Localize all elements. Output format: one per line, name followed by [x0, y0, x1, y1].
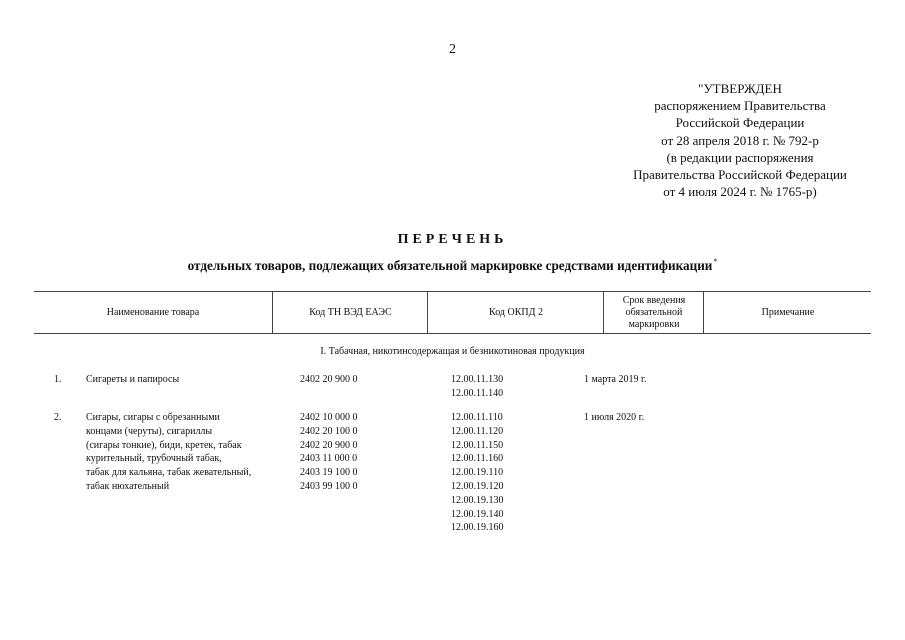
okpd-codes: [451, 411, 504, 535]
okpd-code: 12.00.11.140: [451, 387, 504, 399]
footnote-marker: *: [713, 257, 718, 266]
okpd-code: 12.00.11.110: [451, 412, 503, 423]
approval-line: распоряжением Правительства: [654, 98, 826, 114]
tn-ved-code: 2402 20 100 0: [300, 425, 358, 437]
product-name-line: табак для кальяна, табак жевательный,: [86, 467, 252, 479]
header-okpd-label: Код ОКПД 2: [489, 306, 543, 318]
product-name-line: (сигары тонкие), биди, кретек, табак: [86, 439, 242, 451]
okpd-code: 12.00.19.160: [451, 522, 504, 534]
marking-date: 1 марта 2019 г.: [584, 374, 647, 385]
header-okpd-code: [427, 292, 604, 333]
okpd-code: 12.00.11.150: [451, 439, 504, 451]
product-name-line: Сигареты и папиросы: [86, 374, 180, 385]
approval-line: от 4 июля 2024 г. № 1765-р): [663, 184, 817, 200]
header-note-label: Примечание: [761, 306, 815, 318]
okpd-code: 12.00.19.130: [451, 494, 504, 506]
marking-date: 1 июля 2020 г.: [584, 412, 645, 423]
table-header: [34, 291, 871, 334]
tn-ved-code: 2402 20 900 0: [300, 439, 358, 451]
okpd-code: 12.00.19.140: [451, 508, 504, 520]
approval-line: "УТВЕРЖДЕН: [698, 81, 782, 96]
okpd-code: 12.00.19.110: [451, 467, 504, 479]
row-number: 2.: [54, 412, 62, 423]
product-name-line: концами (черуты), сигариллы: [86, 425, 213, 437]
document-title: ПЕРЕЧЕНЬ: [397, 232, 508, 247]
tn-ved-code: 2403 99 100 0: [300, 480, 358, 492]
approval-stamp: [600, 80, 880, 200]
tn-ved-codes: [300, 411, 358, 494]
okpd-code: 12.00.19.120: [451, 480, 504, 492]
header-tn-ved-code: [272, 292, 428, 333]
subtitle-text: отдельных товаров, подлежащих обязательной маркировке средствами идентификации: [187, 258, 713, 273]
product-name: [86, 373, 286, 387]
approval-line: Правительства Российской Федерации: [633, 167, 847, 183]
tn-ved-code: 2403 11 000 0: [300, 453, 358, 465]
okpd-code: 12.00.11.160: [451, 453, 504, 465]
tn-ved-codes: [300, 373, 358, 387]
okpd-code: 12.00.11.130: [451, 374, 504, 385]
tn-ved-code: 2403 19 100 0: [300, 467, 358, 479]
product-name-line: Сигары, сигары с обрезанными: [86, 412, 220, 423]
tn-ved-code: 2402 20 900 0: [300, 374, 358, 385]
okpd-codes: [451, 373, 503, 401]
tn-ved-code: 2402 10 000 0: [300, 412, 358, 423]
header-tn-ved-label: Код ТН ВЭД ЕАЭС: [309, 306, 392, 318]
header-product-name-label: Наименование товара: [106, 306, 200, 318]
document-subtitle: [0, 257, 905, 274]
approval-line: от 28 апреля 2018 г. № 792-р: [661, 132, 819, 148]
section-heading: I. Табачная, никотинсодержащая и безникотиновая продукция: [320, 346, 585, 357]
product-name-line: табак нюхательный: [86, 480, 170, 492]
product-name: [86, 411, 286, 494]
product-name-line: курительный, трубочный табак,: [86, 453, 222, 465]
approval-line: Российской Федерации: [675, 115, 805, 131]
header-product-name: [34, 292, 272, 333]
header-marking-date: [603, 292, 704, 333]
approval-line: (в редакции распоряжения: [666, 149, 814, 165]
header-marking-date-label: Срок введения обязательной маркировки: [622, 294, 686, 330]
page-number: 2: [449, 42, 456, 57]
header-note: [703, 292, 872, 333]
okpd-code: 12.00.11.120: [451, 425, 504, 437]
row-number: 1.: [54, 374, 62, 385]
